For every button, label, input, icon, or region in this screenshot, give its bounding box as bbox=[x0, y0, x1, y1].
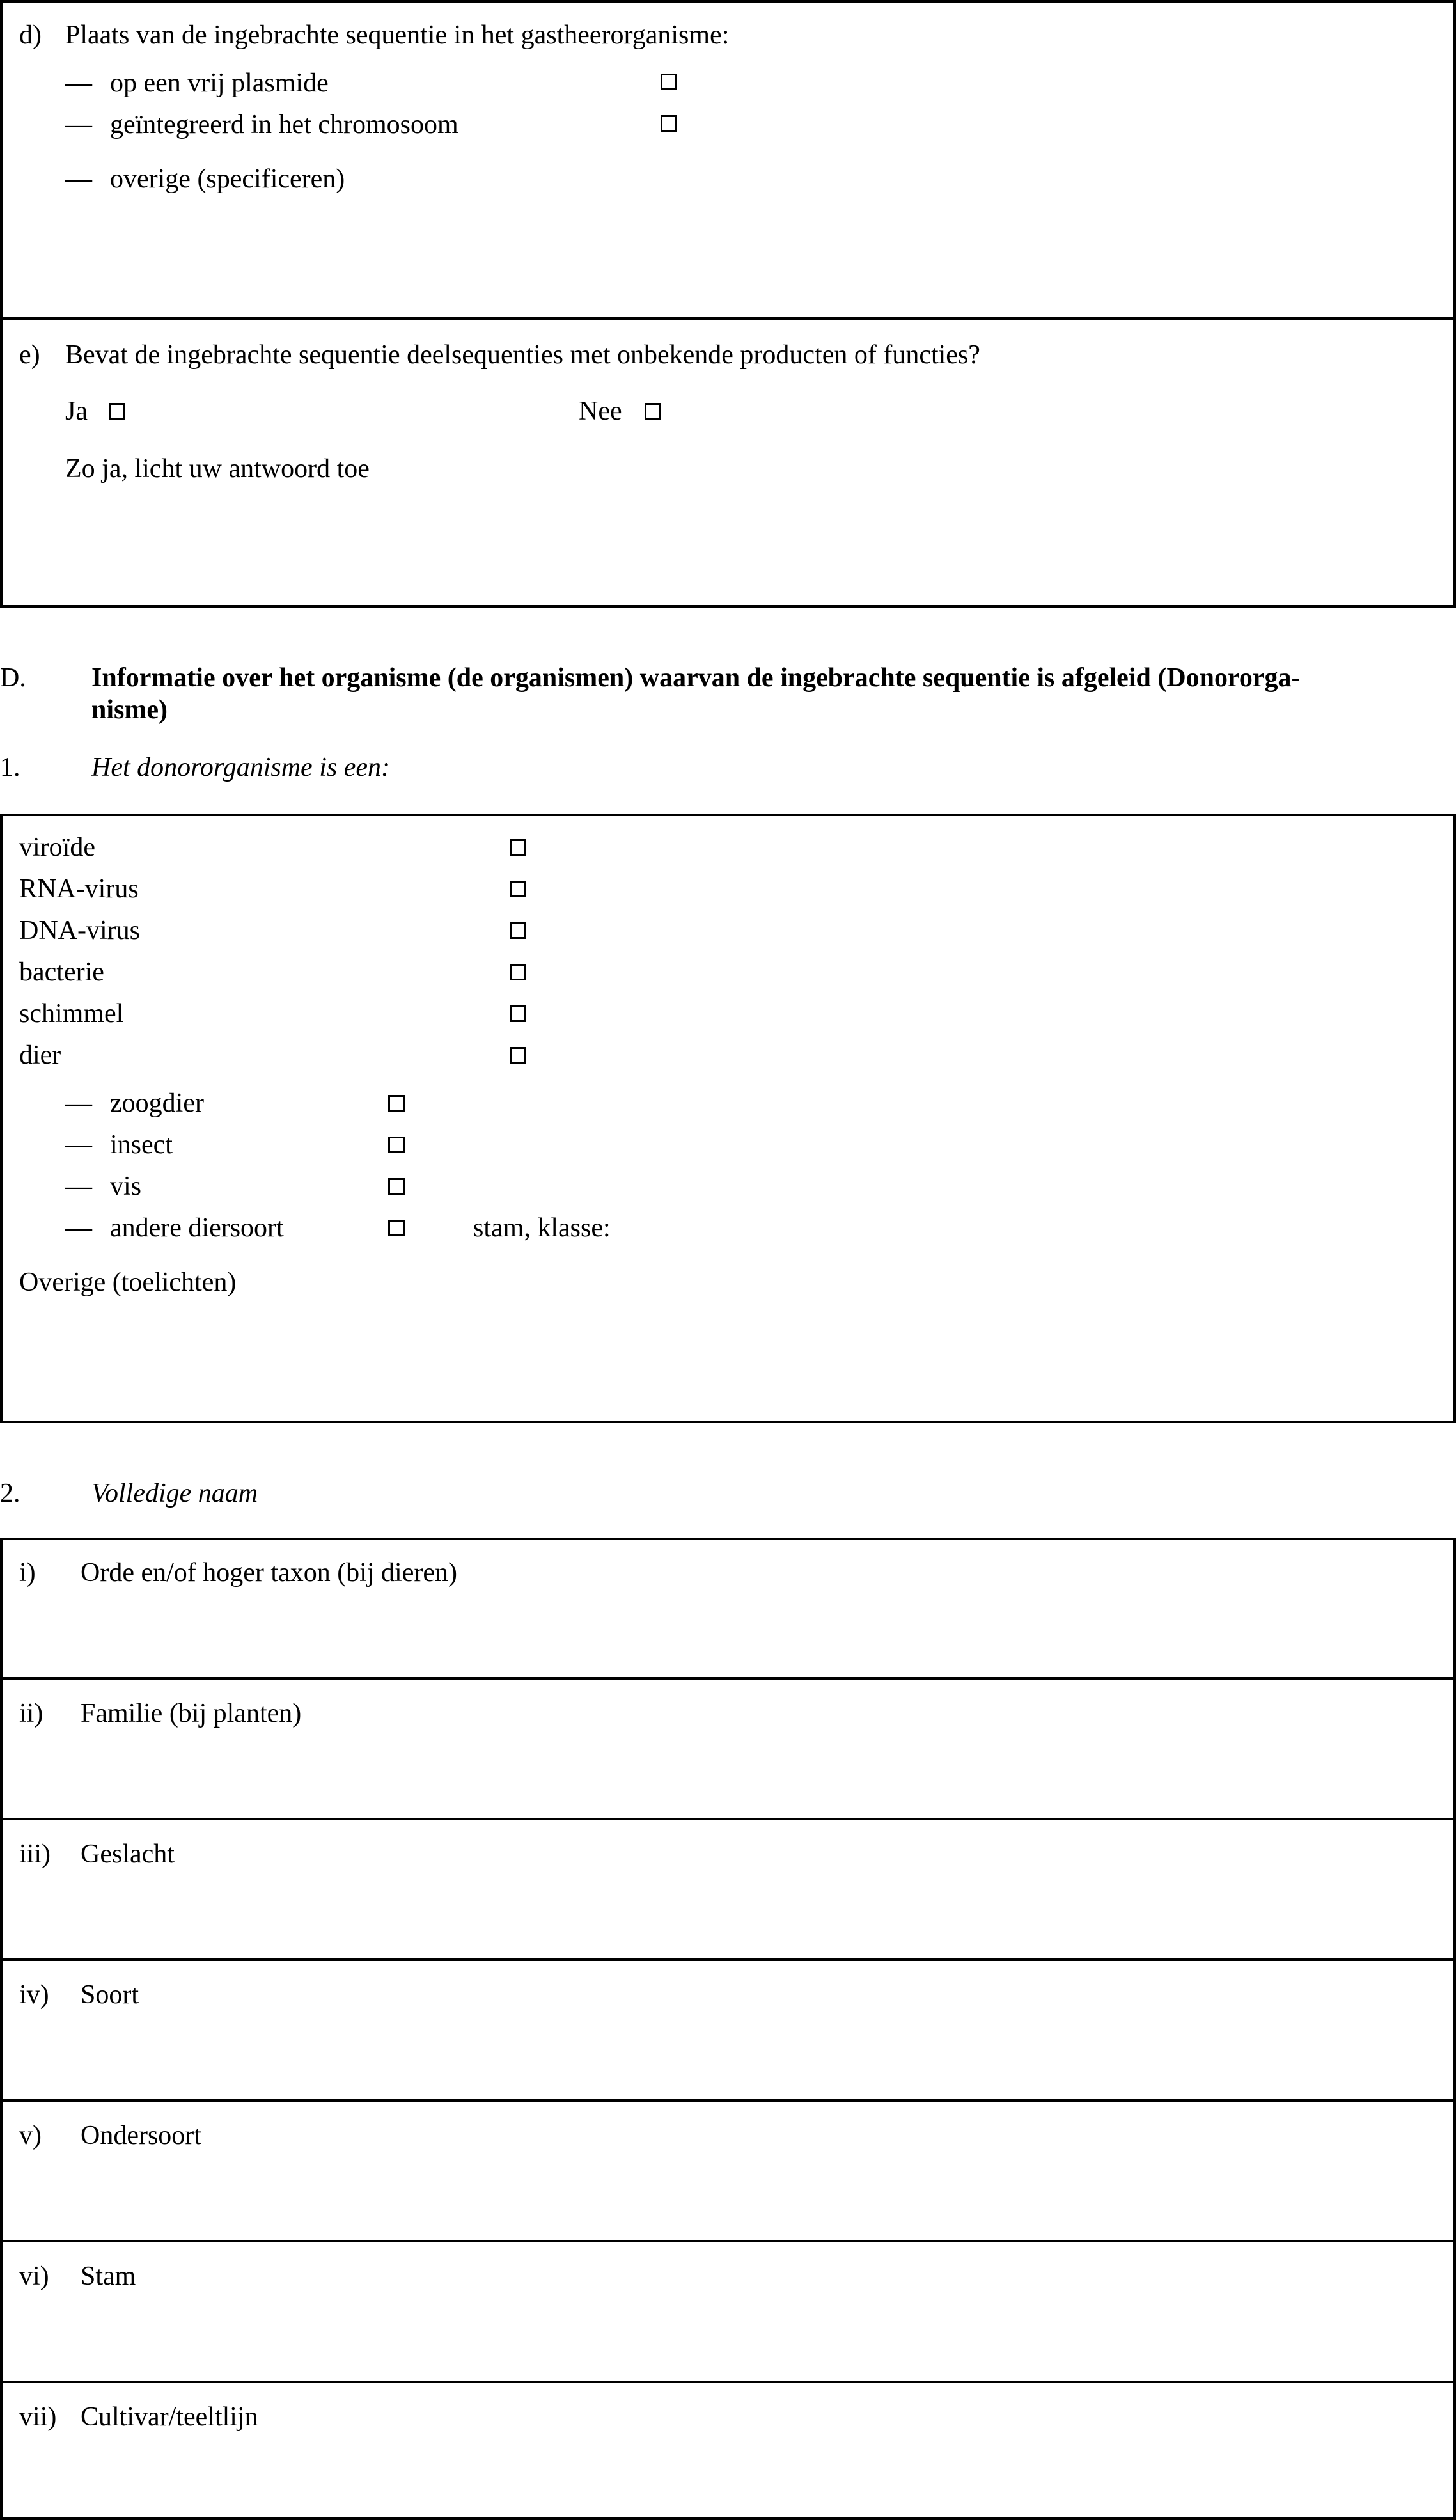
animal-checkbox[interactable] bbox=[510, 1047, 526, 1064]
name-row-text: Orde en/of hoger taxon (bij dieren) bbox=[81, 1558, 457, 1587]
section-d-title-line2: nisme) bbox=[91, 695, 168, 725]
explain-label: Zo ja, licht uw antwoord toe bbox=[65, 454, 370, 484]
name-row-label: iv) bbox=[19, 1980, 49, 2010]
option-dash: — bbox=[65, 1089, 92, 1118]
name-row-text: Cultivar/teeltlijn bbox=[81, 2402, 258, 2432]
type-label: bacterie bbox=[19, 957, 104, 987]
row-separator bbox=[3, 1677, 1453, 1680]
section-d-title-line1: Informatie over het organisme (de organismen) waarvan de ingebrachte sequentie is afgeleid (Donororga- bbox=[91, 663, 1301, 693]
no-checkbox[interactable] bbox=[645, 403, 661, 420]
name-row-label: v) bbox=[19, 2121, 42, 2150]
type-label: RNA-virus bbox=[19, 874, 139, 904]
question-1-text: Het donororganisme is een: bbox=[91, 753, 390, 782]
fish-checkbox[interactable] bbox=[388, 1178, 405, 1195]
option-dash: — bbox=[65, 110, 92, 139]
box-donor-type bbox=[0, 814, 1456, 1423]
name-row-text: Soort bbox=[81, 1980, 139, 2010]
mammal-checkbox[interactable] bbox=[388, 1095, 405, 1112]
name-row-label: iii) bbox=[19, 1839, 51, 1869]
type-label: viroïde bbox=[19, 833, 95, 862]
name-row-text: Geslacht bbox=[81, 1839, 175, 1869]
type-label: dier bbox=[19, 1041, 61, 1070]
option-free-plasmid-label: op een vrij plasmide bbox=[110, 68, 329, 98]
item-e-label: e) bbox=[19, 340, 40, 370]
row-separator bbox=[3, 2381, 1453, 2383]
name-row-label: vi) bbox=[19, 2262, 49, 2291]
option-other-label: overige (specificeren) bbox=[110, 164, 345, 194]
yes-label: Ja bbox=[65, 397, 88, 426]
viroid-checkbox[interactable] bbox=[510, 839, 526, 856]
option-dash: — bbox=[65, 1130, 92, 1160]
row-separator bbox=[3, 1958, 1453, 1961]
option-dash: — bbox=[65, 1172, 92, 1201]
yes-checkbox[interactable] bbox=[109, 403, 125, 420]
box-full-name bbox=[0, 1538, 1456, 2520]
other-animal-checkbox[interactable] bbox=[388, 1220, 405, 1236]
type-label: schimmel bbox=[19, 999, 124, 1028]
name-row-label: i) bbox=[19, 1558, 36, 1587]
bacteria-checkbox[interactable] bbox=[510, 964, 526, 980]
row-separator bbox=[3, 2099, 1453, 2102]
item-d-label: d) bbox=[19, 20, 42, 50]
option-dash: — bbox=[65, 68, 92, 98]
name-row-label: ii) bbox=[19, 1699, 43, 1728]
animal-label: andere diersoort bbox=[110, 1213, 284, 1243]
name-row-text: Familie (bij planten) bbox=[81, 1699, 302, 1728]
option-dash: — bbox=[65, 164, 92, 194]
animal-label: vis bbox=[110, 1172, 142, 1201]
row-separator bbox=[3, 2240, 1453, 2242]
option-chromosome-label: geïntegreerd in het chromosoom bbox=[110, 110, 458, 139]
name-row-label: vii) bbox=[19, 2402, 57, 2432]
chromosome-checkbox[interactable] bbox=[661, 115, 677, 132]
rna-virus-checkbox[interactable] bbox=[510, 881, 526, 897]
question-2-text: Volledige naam bbox=[91, 1479, 258, 1508]
insect-checkbox[interactable] bbox=[388, 1137, 405, 1153]
question-1-number: 1. bbox=[0, 753, 20, 782]
section-d-number: D. bbox=[0, 663, 26, 693]
stam-klasse-label: stam, klasse: bbox=[473, 1213, 611, 1243]
name-row-text: Ondersoort bbox=[81, 2121, 201, 2150]
animal-label: zoogdier bbox=[110, 1089, 204, 1118]
other-explain-label: Overige (toelichten) bbox=[19, 1268, 237, 1297]
item-e-question: Bevat de ingebrachte sequentie deelsequenties met onbekende producten of functies? bbox=[65, 340, 980, 370]
animal-label: insect bbox=[110, 1130, 173, 1160]
no-label: Nee bbox=[579, 397, 622, 426]
free-plasmid-checkbox[interactable] bbox=[661, 74, 677, 90]
row-separator bbox=[3, 1818, 1453, 1820]
item-d-question: Plaats van de ingebrachte sequentie in het gastheerorganisme: bbox=[65, 20, 730, 50]
fungus-checkbox[interactable] bbox=[510, 1005, 526, 1022]
dna-virus-checkbox[interactable] bbox=[510, 922, 526, 939]
question-2-number: 2. bbox=[0, 1479, 20, 1508]
name-row-text: Stam bbox=[81, 2262, 136, 2291]
type-label: DNA-virus bbox=[19, 916, 140, 945]
option-dash: — bbox=[65, 1213, 92, 1243]
